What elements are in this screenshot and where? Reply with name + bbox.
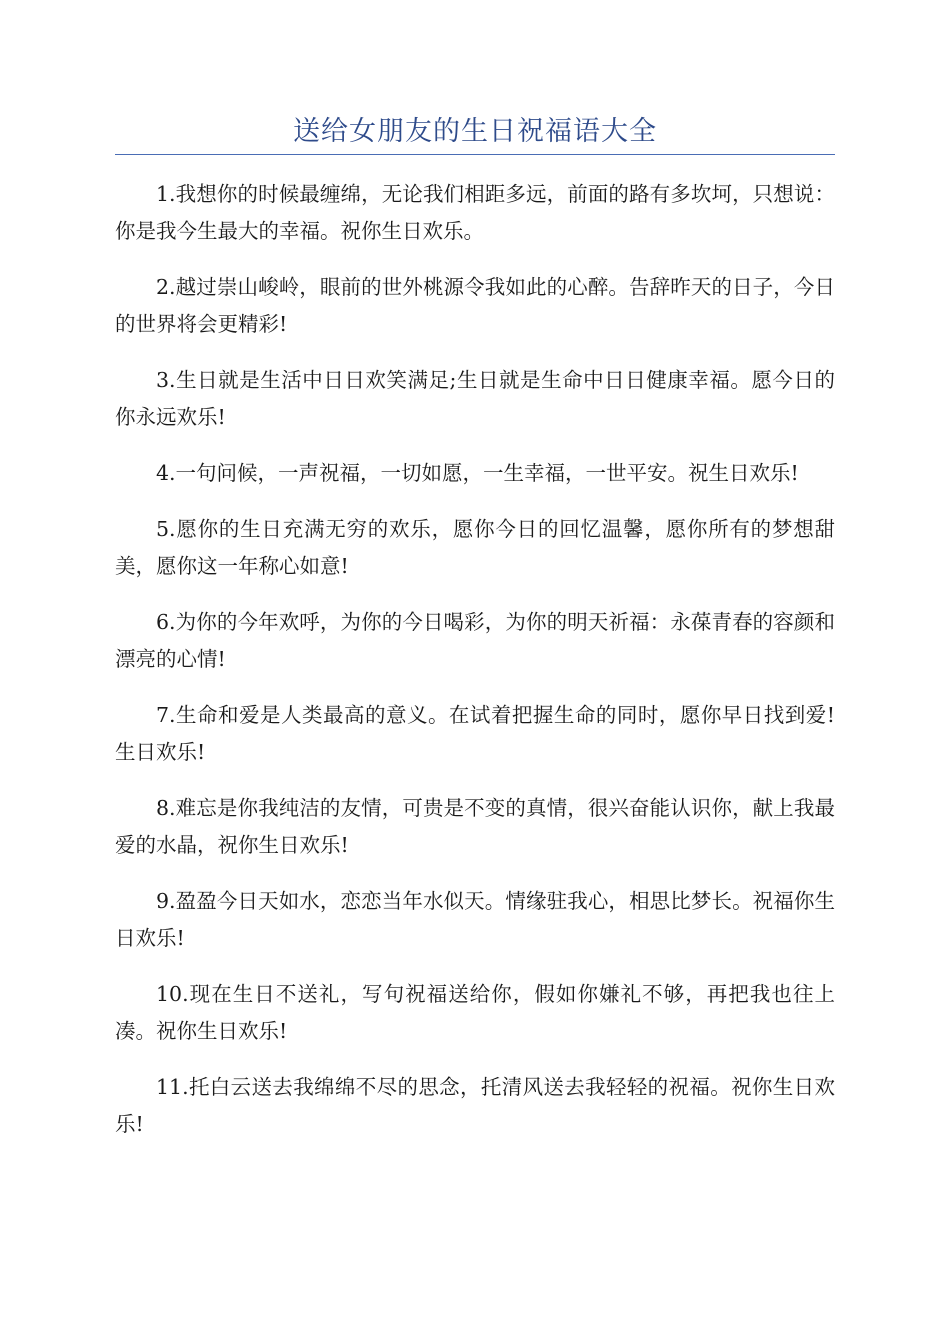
paragraph-6: 6.为你的今年欢呼，为你的今日喝彩，为你的明天祈福：永葆青春的容颜和漂亮的心情! — [115, 610, 835, 671]
paragraph-9: 9.盈盈今日天如水，恋恋当年水似天。情缘驻我心，相思比梦长。祝福你生日欢乐! — [115, 889, 835, 950]
paragraph-8: 8.难忘是你我纯洁的友情，可贵是不变的真情，很兴奋能认识你，献上我最爱的水晶，祝你生日欢乐! — [115, 796, 835, 857]
paragraph-1: 1.我想你的时候最缠绵，无论我们相距多远，前面的路有多坎坷，只想说：你是我今生最大的幸福。祝你生日欢乐。 — [115, 182, 835, 243]
paragraph-10: 10.现在生日不送礼，写句祝福送给你，假如你嫌礼不够，再把我也往上凑。祝你生日欢乐! — [115, 982, 835, 1043]
paragraph-5: 5.愿你的生日充满无穷的欢乐，愿你今日的回忆温馨，愿你所有的梦想甜美，愿你这一年称心如意! — [115, 517, 835, 578]
paragraph-2: 2.越过崇山峻岭，眼前的世外桃源令我如此的心醉。告辞昨天的日子，今日的世界将会更精彩! — [115, 275, 835, 336]
paragraph-4: 4.一句问候，一声祝福，一切如愿，一生幸福，一世平安。祝生日欢乐! — [156, 461, 799, 485]
paragraph-3: 3.生日就是生活中日日欢笑满足;生日就是生命中日日健康幸福。愿今日的你永远欢乐! — [115, 368, 835, 429]
document-title: 送给女朋友的生日祝福语大全 — [293, 116, 657, 147]
paragraph-11: 11.托白云送去我绵绵不尽的思念，托清风送去我轻轻的祝福。祝你生日欢乐! — [115, 1075, 835, 1136]
title-underline — [115, 154, 835, 155]
document-body — [115, 176, 835, 1162]
paragraph-7: 7.生命和爱是人类最高的意义。在试着把握生命的同时，愿你早日找到爱!生日欢乐! — [115, 703, 835, 764]
